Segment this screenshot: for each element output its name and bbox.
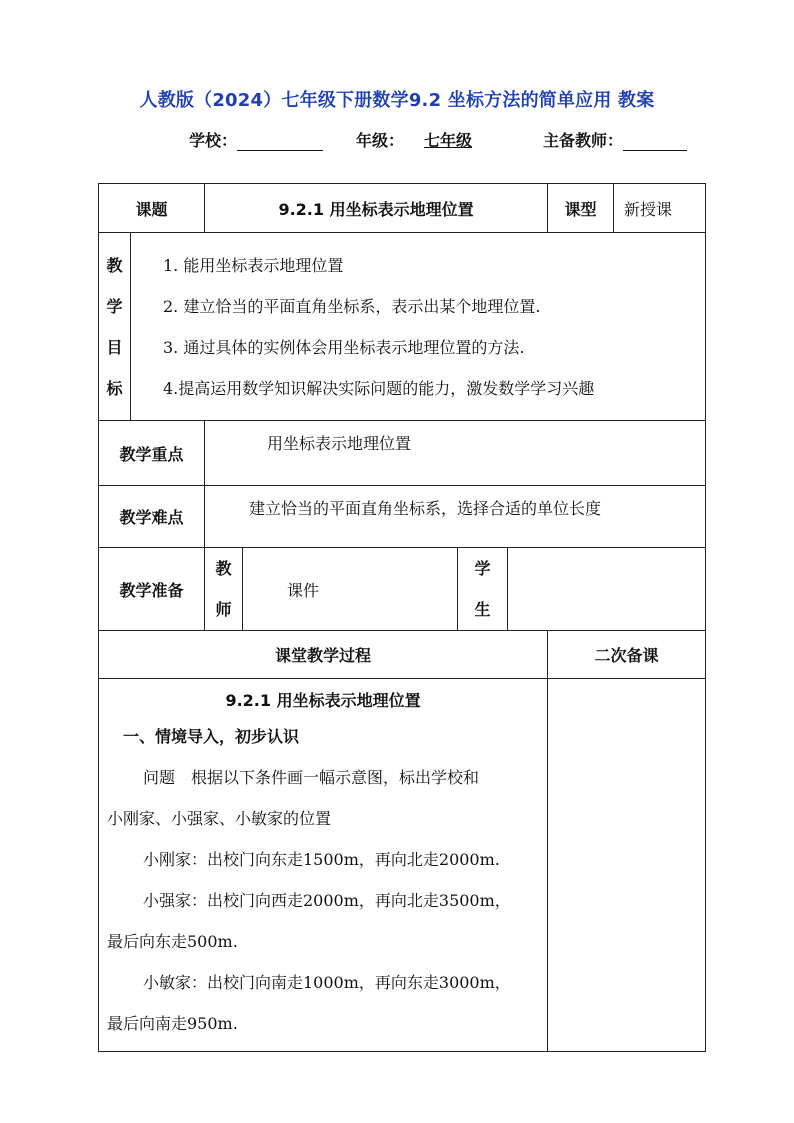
question-line: 问题 根据以下条件画一幅示意图，标出学校和 — [143, 768, 480, 787]
objectives-label — [99, 233, 131, 421]
prep-student-value — [508, 548, 706, 631]
grade-field — [356, 128, 490, 151]
process-header-row — [99, 631, 706, 679]
process-row — [99, 679, 706, 1052]
prep-teacher-value: 课件 — [243, 548, 458, 631]
difficulty-cell — [205, 486, 706, 548]
teacher-field — [543, 128, 687, 151]
prep-student-char: 学 — [474, 559, 491, 578]
objectives-label-char: 目 — [106, 337, 123, 357]
second-prep-label: 二次备课 — [548, 631, 706, 679]
process-content — [99, 679, 548, 1052]
objective-item: 3. 通过具体的实例体会用坐标表示地理位置的方法. — [163, 337, 525, 357]
type-label: 课型 — [548, 184, 614, 233]
meta-line — [0, 128, 794, 152]
grade-label: 年级： — [356, 131, 405, 150]
xiaoqiang-line: 小强家：出校门向西走2000m，再向北走3500m， — [143, 891, 511, 910]
process-section-title: 9.2.1 用坐标表示地理位置 — [225, 691, 421, 710]
key-point-label: 教学重点 — [99, 421, 205, 486]
objective-item: 2. 建立恰当的平面直角坐标系，表示出某个地理位置. — [163, 296, 541, 316]
prep-teacher-char: 教 — [215, 559, 232, 578]
difficulty-value: 建立恰当的平面直角坐标系，选择合适的单位长度 — [249, 499, 602, 518]
grade-value: 七年级 — [424, 131, 473, 150]
objectives-label-char: 教 — [106, 255, 123, 275]
key-point-cell — [205, 421, 706, 486]
question-line: 小刚家、小强家、小敏家的位置 — [107, 809, 332, 828]
type-value: 新授课 — [614, 184, 706, 233]
prep-label: 教学准备 — [99, 548, 205, 631]
process-label: 课堂教学过程 — [99, 631, 548, 679]
prep-student-label — [458, 548, 508, 631]
school-label: 学校： — [189, 131, 238, 150]
xiaomin-line: 最后向南走950m. — [107, 1014, 238, 1033]
objective-item: 4.提高运用数学知识解决实际问题的能力，激发数学学习兴趣 — [163, 378, 595, 398]
prep-row — [99, 548, 706, 631]
xiaoqiang-line: 最后向东走500m. — [107, 932, 238, 951]
difficulty-row — [99, 486, 706, 548]
objectives-label-char: 学 — [106, 296, 123, 316]
prep-teacher-label — [205, 548, 243, 631]
xiaogang-line: 小刚家：出校门向东走1500m，再向北走2000m. — [143, 850, 500, 869]
topic-row — [99, 184, 706, 233]
objectives-row — [99, 233, 706, 421]
difficulty-label: 教学难点 — [99, 486, 205, 548]
prep-student-char: 生 — [474, 600, 491, 619]
school-field — [189, 128, 323, 151]
lesson-plan-table — [98, 183, 706, 1052]
teacher-blank — [623, 130, 687, 151]
process-heading: 一、情境导入，初步认识 — [123, 727, 300, 746]
document-title: 人教版（2024）七年级下册数学9.2 坐标方法的简单应用 教案 — [139, 90, 655, 111]
prep-teacher-char: 师 — [215, 600, 232, 619]
key-point-value: 用坐标表示地理位置 — [267, 434, 412, 453]
topic-label: 课题 — [99, 184, 205, 233]
topic-value: 9.2.1 用坐标表示地理位置 — [205, 184, 548, 233]
teacher-label: 主备教师： — [543, 131, 624, 150]
school-blank — [237, 130, 323, 151]
objective-item: 1. 能用坐标表示地理位置 — [163, 255, 344, 275]
second-prep-cell — [548, 679, 706, 1052]
key-point-row — [99, 421, 706, 486]
objectives-list — [131, 233, 706, 421]
objectives-label-char: 标 — [106, 378, 123, 398]
xiaomin-line: 小敏家：出校门向南走1000m，再向东走3000m， — [143, 973, 511, 992]
